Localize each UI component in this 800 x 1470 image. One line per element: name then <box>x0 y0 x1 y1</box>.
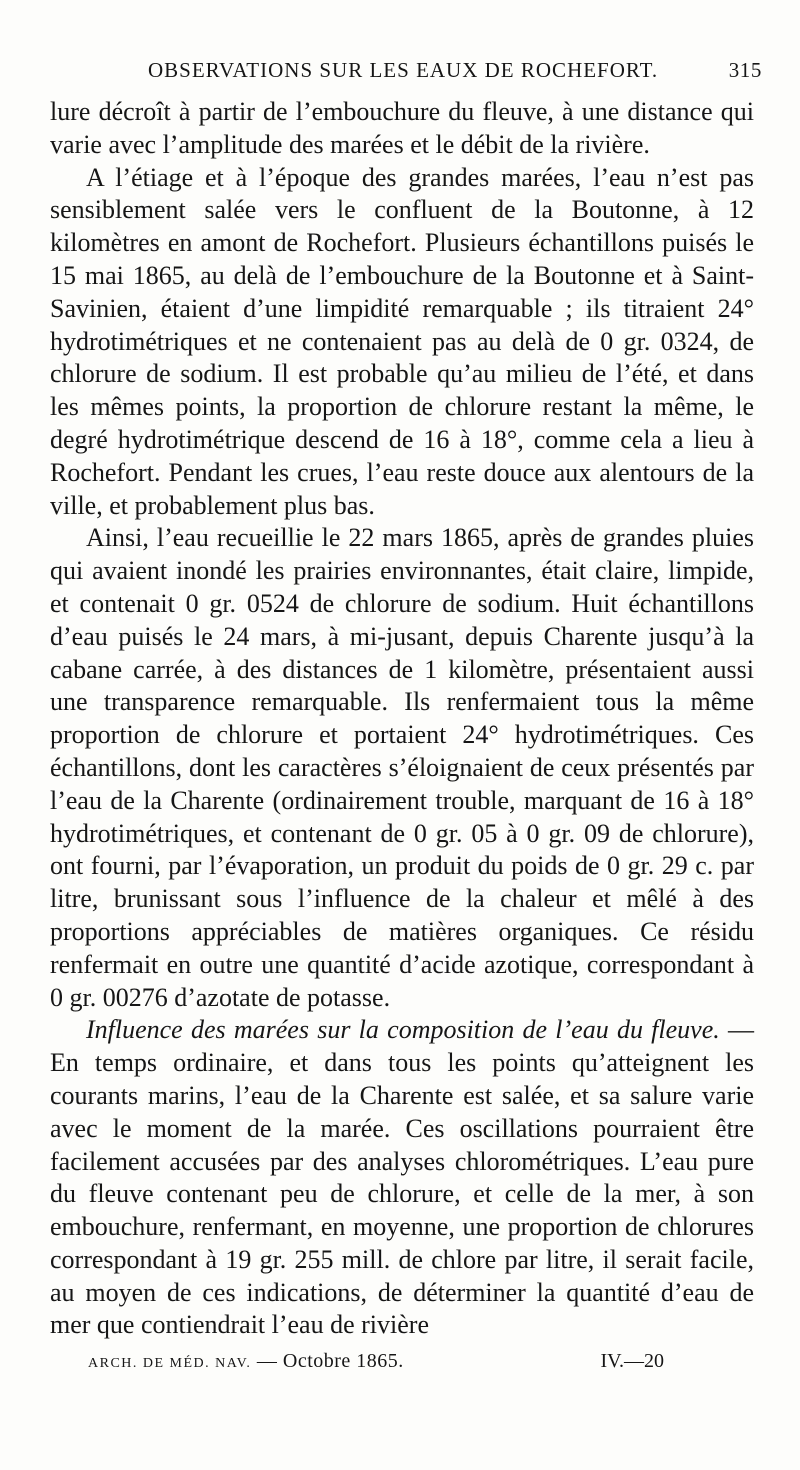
paragraph-ainsi: Ainsi, l’eau recueillie le 22 mars 1865, après de grandes pluies qui avaient inondé les prairies environnantes, était claire, limpide, et contenait 0 gr. 0524 de chlorure de sodium. Huit échantillons d’eau puisés le 24 mars, à mi-jusant, depuis Charente jusqu’à la cabane carrée, à des distances de 1 kilomètre, présentaient aussi une transparence remarquable. Ils renfermaient tous la même proportion de chlorure et portaient 24° hydrotimétriques. Ces échantillons, dont les caractères s’éloignaient de ceux présentés par l’eau de la Charente (ordinairement trouble, marquant de 16 à 18° hydrotimétriques, et contenant de 0 gr. 05 à 0 gr. 09 de chlorure), ont fourni, par l’évaporation, un produit du poids de 0 gr. 29 c. par litre, brunissant sous l’influence de la chaleur et mêlé à des proportions appréciables de matières organiques. Ce résidu renfermait en outre une quantité d’acide azotique, correspondant à 0 gr. 00276 d’azotate de potasse. <box>50 523 754 1012</box>
running-title: OBSERVATIONS SUR LES EAUX DE ROCHEFORT. <box>148 58 659 82</box>
body-text <box>50 96 754 1342</box>
page-footer <box>88 1350 664 1373</box>
running-header <box>148 58 762 83</box>
issue-date: Octobre 1865. <box>282 1350 404 1372</box>
page-number: 315 <box>728 58 762 82</box>
journal-abbrev: ARCH. DE MÉD. NAV. <box>88 1356 252 1371</box>
footer-left <box>88 1350 404 1373</box>
paragraph-continuation: lure décroît à partir de l’embouchure du fleuve, à une distance qui varie avec l’amplitude des marées et le débit de la rivière. <box>50 97 754 159</box>
footer-dash: — <box>256 1350 278 1372</box>
signature-mark: IV.—20 <box>600 1350 664 1372</box>
paragraph-influence <box>50 1014 754 1342</box>
paragraph-influence-text: — En temps ordinaire, et dans tous les points qu’atteignent les courants marins, l’eau de la Charente est salée, et sa salure varie avec le moment de la marée. Ces oscillations pourraient être facilement accusées par des analyses chlorométriques. L’eau pure du fleuve contenant peu de chlorure, et celle de la mer, à son embouchure, renfermant, en moyenne, une proportion de chlorures correspondant à 19 gr. 255 mill. de chlore par litre, il serait facile, au moyen de ces indications, de déterminer la quantité d’eau de mer que contiendrait l’eau de rivière <box>50 1015 755 1340</box>
section-heading: Influence des marées sur la composition de l’eau du fleuve. <box>86 1015 720 1045</box>
paragraph-etiage: A l’étiage et à l’époque des grandes marées, l’eau n’est pas sensiblement salée vers le confluent de la Boutonne, à 12 kilomètres en amont de Rochefort. Plusieurs échantillons puisés le 15 mai 1865, au delà de l’embouchure de la Boutonne et à Saint-Savinien, étaient d’une limpidité remarquable ; ils titraient 24° hydrotimétriques et ne contenaient pas au delà de 0 gr. 0324, de chlorure de sodium. Il est probable qu’au milieu de l’été, et dans les mêmes points, la proportion de chlorure restant la même, le degré hydrotimétrique descend de 16 à 18°, comme cela a lieu à Rochefort. Pendant les crues, l’eau reste douce aux alentours de la ville, et probablement plus bas. <box>50 162 754 520</box>
